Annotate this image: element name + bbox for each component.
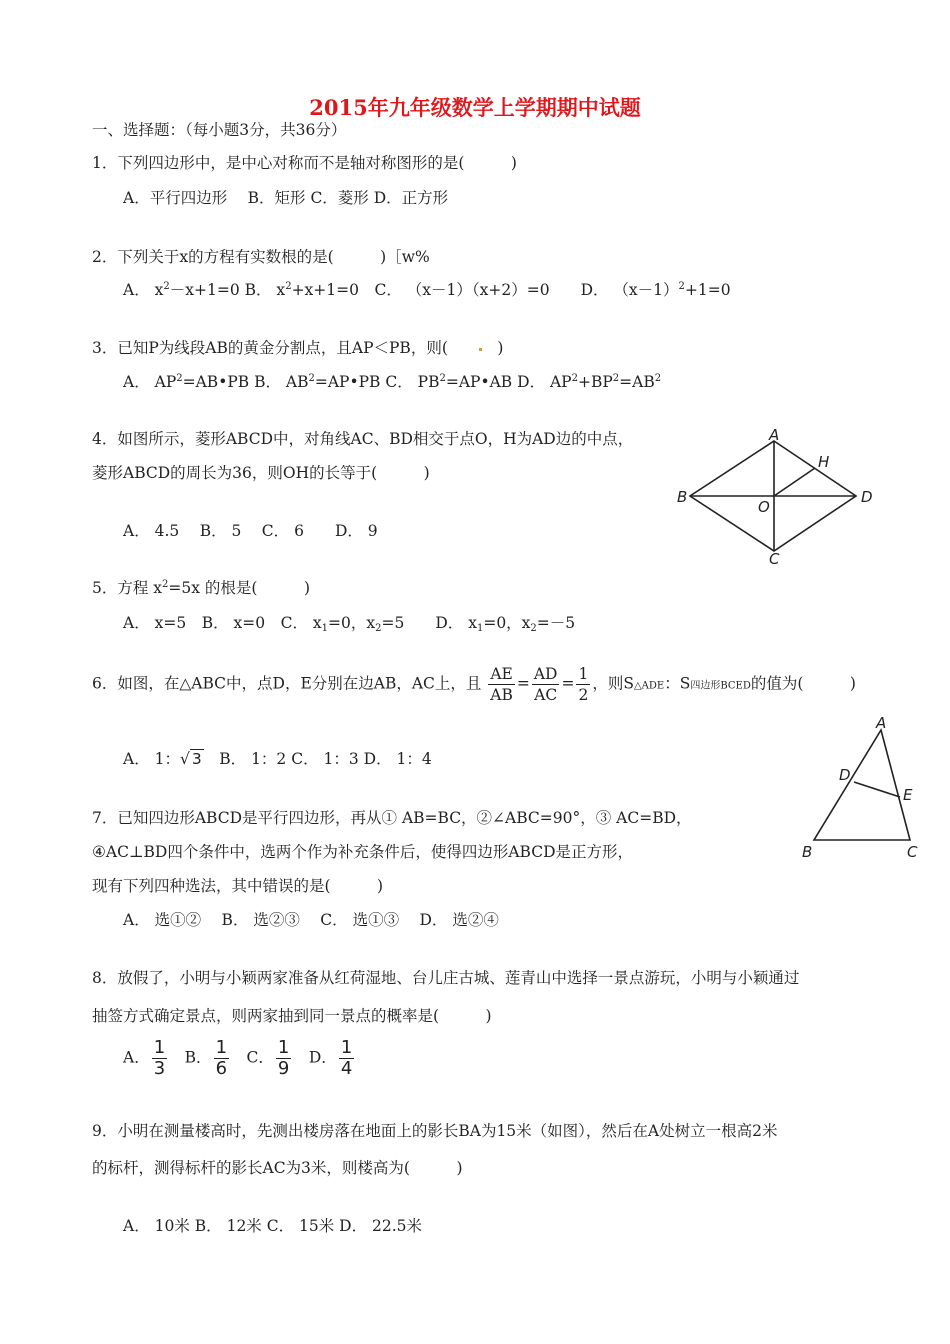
q7-stem-line1: 7．已知四边形ABCD是平行四边形，再从① AB=BC，②∠ABC=90°，③ AC=BD， <box>92 809 692 827</box>
label-e: E <box>903 786 913 804</box>
q4-stem-line1: 4．如图所示，菱形ABCD中，对角线AC、BD相交于点O，H为AD边的中点， <box>92 430 634 448</box>
q6-options: A． 1：√ 3 B． 1：2 C． 1：3 D． 1：4 <box>123 750 432 768</box>
q9-stem-line2: 的标杆，测得标杆的影长AC为3米，则楼高为( ) <box>92 1159 463 1177</box>
q5-stem: 5．方程 $x^2=5x$ 的根是( ) <box>92 579 311 597</box>
q7-options: A． 选①② B． 选②③ C． 选①③ D． 选②④ <box>123 911 499 929</box>
q9-options: A． 10米 B． 12米 C． 15米 D． 22.5米 <box>123 1217 423 1235</box>
q8-options: A． $\frac{1}{3}$ B． $\frac{1}{6}$ C． $\frac{1}{9}$ D． $\frac{1}{4}$ <box>123 1037 353 1079</box>
section-heading: 一、选择题：（每小题3分，共36分） <box>92 121 347 139</box>
segment-oh <box>774 468 815 496</box>
fraction-ae-ab: $\frac{AE}{AB}$ <box>490 665 513 704</box>
q4-options: A． 4.5 B． 5 C． 6 D． 9 <box>123 522 378 540</box>
label-b: B <box>802 843 813 861</box>
q2-options: A． $x^2-x+1=0$ B． $x^2+x+1=0$ C． （x－1）（x+2）=0 D． $(x-1)^2+1=0$ <box>123 281 731 299</box>
triangle-figure <box>796 716 926 864</box>
fraction-ad-ac: $\frac{AD}{AC}$ <box>533 665 558 704</box>
q5-options: A． x=5 B． x=0 C． $x_1=0$，$x_2=5$ D． $x_1=0$，$x_2=-5$ <box>123 614 576 634</box>
label-h: H <box>818 453 830 471</box>
q1-options: A．平行四边形 B．矩形 C．菱形 D．正方形 <box>123 189 449 207</box>
fraction-one-half: $\frac{1}{2}$ <box>578 665 589 704</box>
sqrt-symbol: √ 3 <box>179 750 202 768</box>
label-a: A <box>876 716 887 732</box>
q9-stem-line1: 9．小明在测量楼高时，先测出楼房落在地面上的影长BA为15米（如图），然后在A处树立一根高2米 <box>92 1122 778 1140</box>
label-d: D <box>861 488 873 506</box>
segment-de <box>854 782 900 797</box>
label-c: C <box>769 550 780 568</box>
q8-stem-line1: 8．放假了，小明与小颖两家准备从红荷湿地、台儿庄古城、莲青山中选择一景点游玩，小明与小颖通过 <box>92 969 800 987</box>
q3-stem: 3．已知P为线段AB的黄金分割点，且AP＜PB，则( ) <box>92 339 504 357</box>
option-b-fraction: $\frac{1}{6}$ <box>215 1037 228 1079</box>
q6-stem: 6．如图，在△ABC中，点D，E分别在边AB，AC上，且 $\frac{AE}{AB}$ = $\frac{AD}{AC}$ = $\frac{1}{2}$ ，则S△ADE：S四边形BCED的值为( ) <box>92 665 856 704</box>
option-c-fraction: $\frac{1}{9}$ <box>277 1037 290 1079</box>
page-title: 2015年九年级数学上学期期中试题 <box>309 95 641 120</box>
q2-stem: 2．下列关于x的方程有实数根的是( )［w% <box>92 248 430 266</box>
q7-stem-line2: ④AC⊥BD四个条件中，选两个作为补充条件后，使得四边形ABCD是正方形， <box>92 843 634 861</box>
option-a-fraction: $\frac{1}{3}$ <box>153 1037 166 1079</box>
option-d-fraction: $\frac{1}{4}$ <box>340 1037 353 1079</box>
label-d: D <box>839 766 851 784</box>
q8-stem-line2: 抽签方式确定景点，则两家抽到同一景点的概率是( ) <box>92 1007 492 1025</box>
rhombus-figure <box>668 425 898 570</box>
label-o: O <box>758 498 770 516</box>
q4-stem-line2: 菱形ABCD的周长为36，则OH的长等于( ) <box>92 464 430 482</box>
q3-options: A． $AP^2=AB•PB$ B． $AB^2=AP•PB$ C． $PB^2=AP•AB$ D． $AP^2+BP^2=AB^2$ <box>123 373 662 391</box>
q7-stem-line3: 现有下列四种选法，其中错误的是( ) <box>92 877 384 895</box>
q1-stem: 1．下列四边形中，是中心对称而不是轴对称图形的是( ) <box>92 154 517 172</box>
label-a: A <box>769 426 780 444</box>
label-b: B <box>677 488 688 506</box>
label-c: C <box>907 843 918 861</box>
